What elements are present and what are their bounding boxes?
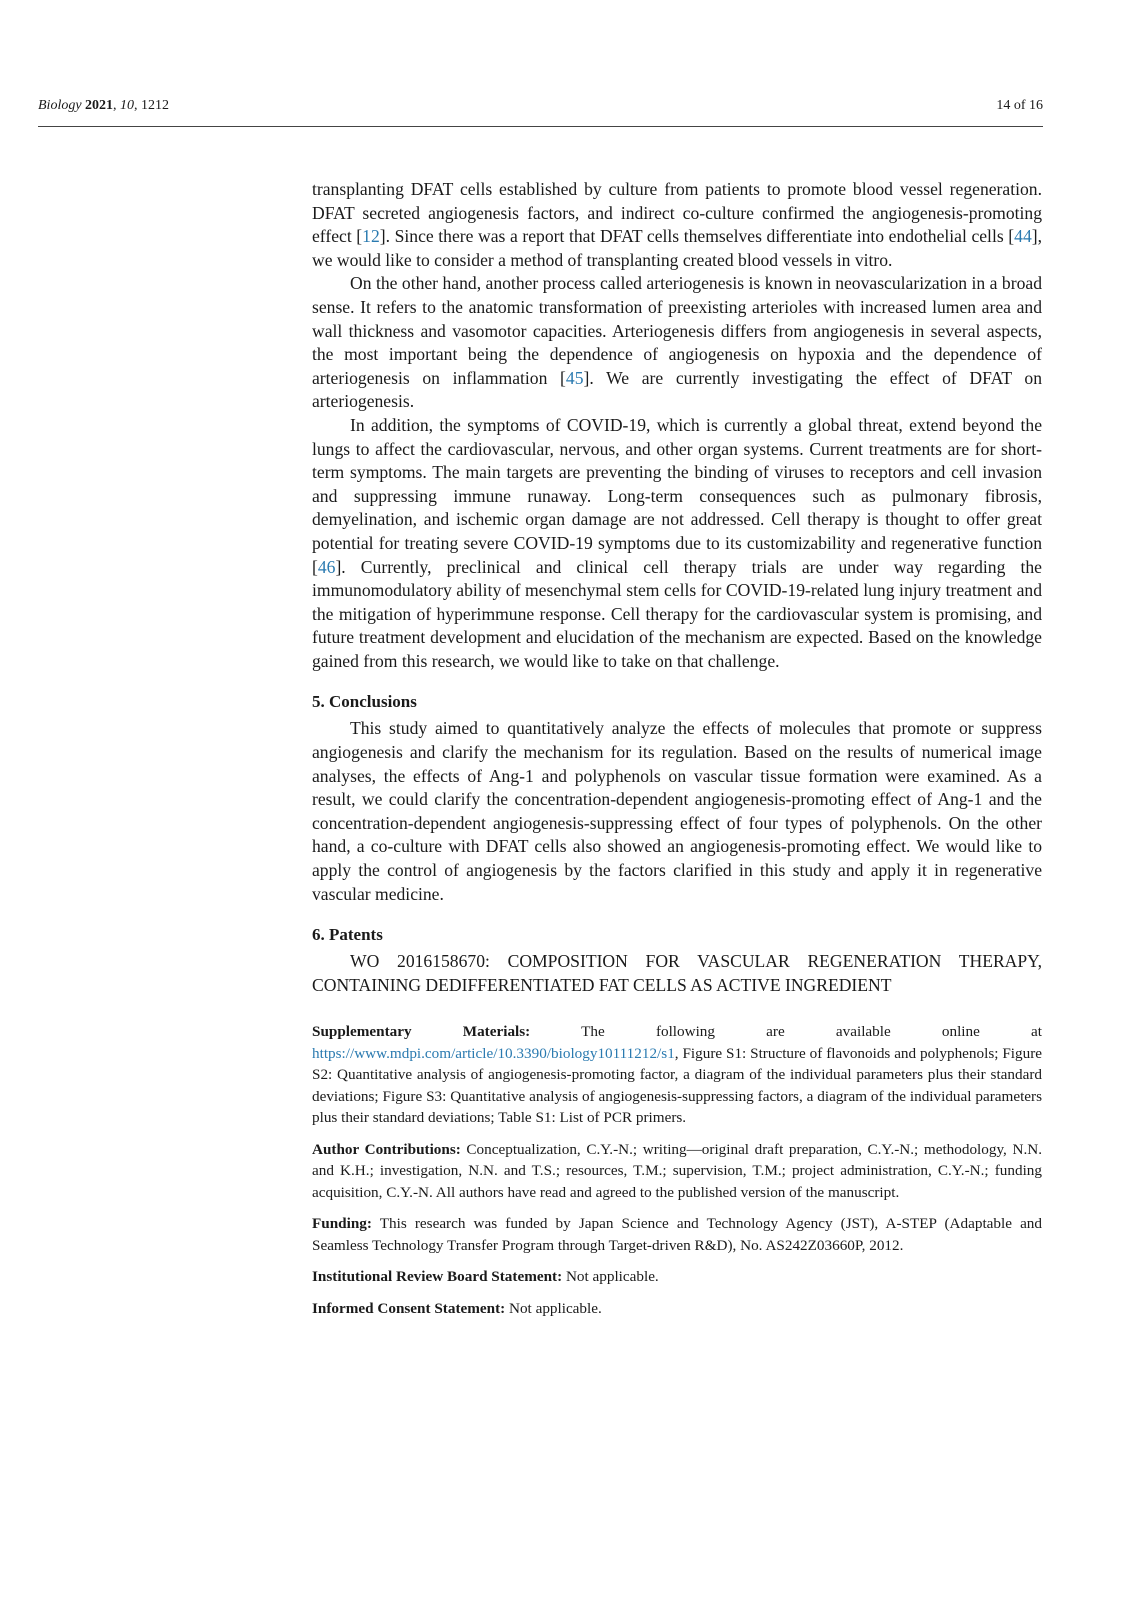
author-contributions bbox=[312, 1139, 1042, 1204]
author-contributions-label: Author Contributions: bbox=[312, 1140, 461, 1158]
article-number: 1212 bbox=[141, 98, 170, 113]
conclusions-paragraph: This study aimed to quantitatively analyze the effects of molecules that promote or suppress angiogenesis and clarify the mechanism for its regulation. Based on the results of numerical image analyses, the effects of Ang-1 and polyphenols on vascular tissue formation were examined. As a result, we could clarify the concentration-dependent angiogenesis-promoting effect of Ang-1 and the concentration-dependent angiogenesis-suppressing effect of four types of polyphenols. On the other hand, a co-culture with DFAT cells also showed an angiogenesis-promoting effect. We would like to apply the control of angiogenesis by the factors clarified in this study and apply it in regenerative vascular medicine. bbox=[312, 718, 1042, 904]
paragraph-text: In addition, the symptoms of COVID-19, which is currently a global threat, extend beyond the lungs to affect the cardiovascular, nervous, and other organ systems. Current treatments are for short-term symptoms. The main targets are preventing the binding of viruses to receptors and cell invasion and suppressing immune runaway. Long-term consequences such as pulmonary fibrosis, demyelination, and ischemic organ damage are not addressed. Cell therapy is thought to offer great potential for treating severe COVID-19 symptoms due to its customizability and regenerative function [ bbox=[312, 414, 1042, 577]
funding-text: This research was funded by Japan Science and Technology Agency (JST), A-STEP (Adaptable and Seamless Technology Transfer Program through Target-driven R&D), No. AS242Z03660P, 2012. bbox=[312, 1215, 1042, 1254]
citation-link[interactable]: 12 bbox=[362, 226, 380, 247]
irb-statement bbox=[312, 1266, 1042, 1288]
running-header bbox=[38, 98, 1043, 127]
page-content bbox=[312, 178, 1042, 1329]
body-paragraph bbox=[312, 414, 1042, 674]
citation-link[interactable]: 45 bbox=[565, 367, 584, 388]
journal-name: Biology bbox=[38, 98, 82, 113]
paragraph-text: transplanting DFAT cells established by culture from patients to promote blood vessel regeneration. DFAT secreted angiogenesis factors, and indirect co-culture confirmed the angiogenesis-promoting effect [ bbox=[312, 179, 1042, 247]
irb-label: Institutional Review Board Statement: bbox=[312, 1268, 563, 1286]
journal-citation: Biology 2021, 10, 1212 bbox=[38, 98, 170, 113]
journal-year: 2021 bbox=[85, 98, 114, 113]
supplementary-materials bbox=[312, 1021, 1042, 1129]
paragraph-text: ]. Currently, preclinical and clinical cell therapy trials are under way regarding the immunomodulatory ability of mesenchymal stem cells for COVID-19-related lung injury treatment and the mitigation of hyperimmune response. Cell therapy for the cardiovascular system is promising, and future treatment development and elucidation of the mechanism are expected. Based on the knowledge gained from this research, we would like to take on that challenge. bbox=[312, 556, 1042, 671]
consent-text: Not applicable. bbox=[505, 1299, 602, 1317]
citation-link[interactable]: 44 bbox=[1014, 226, 1032, 247]
section-heading-patents: 6. Patents bbox=[312, 925, 383, 945]
discussion-paragraphs bbox=[312, 178, 1042, 673]
patent-entry: WO 2016158670: COMPOSITION FOR VASCULAR REGENERATION THERAPY, CONTAINING DEDIFFERENTIATED FAT CELLS AS ACTIVE INGREDIENT bbox=[312, 951, 1042, 995]
supplementary-list: , Figure S1: Structure of flavonoids and polyphenols; Figure S2: Quantitative analysis of angiogenesis-promoting factor, a diagram of the individual parameters plus their standard deviations; Figure S3: Quantitative analysis of angiogenesis-suppressing factors, a diagram of the individual parameters plus their standard deviations; Table S1: List of PCR primers. bbox=[312, 1044, 1042, 1127]
body-paragraph bbox=[312, 178, 1042, 272]
paragraph-text: ]. Since there was a report that DFAT cells themselves differentiate into endothelial cells [ bbox=[379, 226, 1015, 247]
consent-label: Informed Consent Statement: bbox=[312, 1299, 506, 1317]
page-number: 14 of 16 bbox=[996, 98, 1043, 113]
paragraph-text: ], we would like to consider a method of transplanting created blood vessels in vitro. bbox=[312, 226, 1042, 270]
author-contributions-text: Conceptualization, C.Y.-N.; writing—original draft preparation, C.Y.-N.; methodology, N.N. and K.H.; investigation, N.N. and T.S.; resources, T.M.; supervision, T.M.; project administration, C.Y.-N.; funding acquisition, C.Y.-N. All authors have read and agreed to the published version of the manuscript. bbox=[312, 1140, 1043, 1201]
citation-link[interactable]: 46 bbox=[317, 556, 336, 577]
paragraph-text: ]. We are currently investigating the effect of DFAT on arteriogenesis. bbox=[312, 367, 1042, 412]
funding bbox=[312, 1213, 1042, 1256]
consent-statement bbox=[312, 1298, 1042, 1320]
paragraph-text: On the other hand, another process called arteriogenesis is known in neovascularization in a broad sense. It refers to the anatomic transformation of preexisting arterioles with increased lumen area and wall thickness and vasomotor capacities. Arteriogenesis differs from angiogenesis in several aspects, the most important being the dependence of angiogenesis on hypoxia and the dependence of arteriogenesis on inflammation [ bbox=[312, 273, 1042, 388]
supplementary-link[interactable]: https://www.mdpi.com/article/10.3390/biology10111212/s1 bbox=[312, 1044, 675, 1062]
body-paragraph bbox=[312, 272, 1042, 414]
funding-label: Funding: bbox=[312, 1215, 372, 1233]
journal-volume: 10 bbox=[120, 98, 135, 113]
irb-text: Not applicable. bbox=[562, 1268, 659, 1286]
supplementary-text: The following are available online at bbox=[530, 1023, 1043, 1041]
supplementary-label: Supplementary Materials: bbox=[312, 1023, 531, 1041]
section-heading-conclusions: 5. Conclusions bbox=[312, 692, 417, 712]
